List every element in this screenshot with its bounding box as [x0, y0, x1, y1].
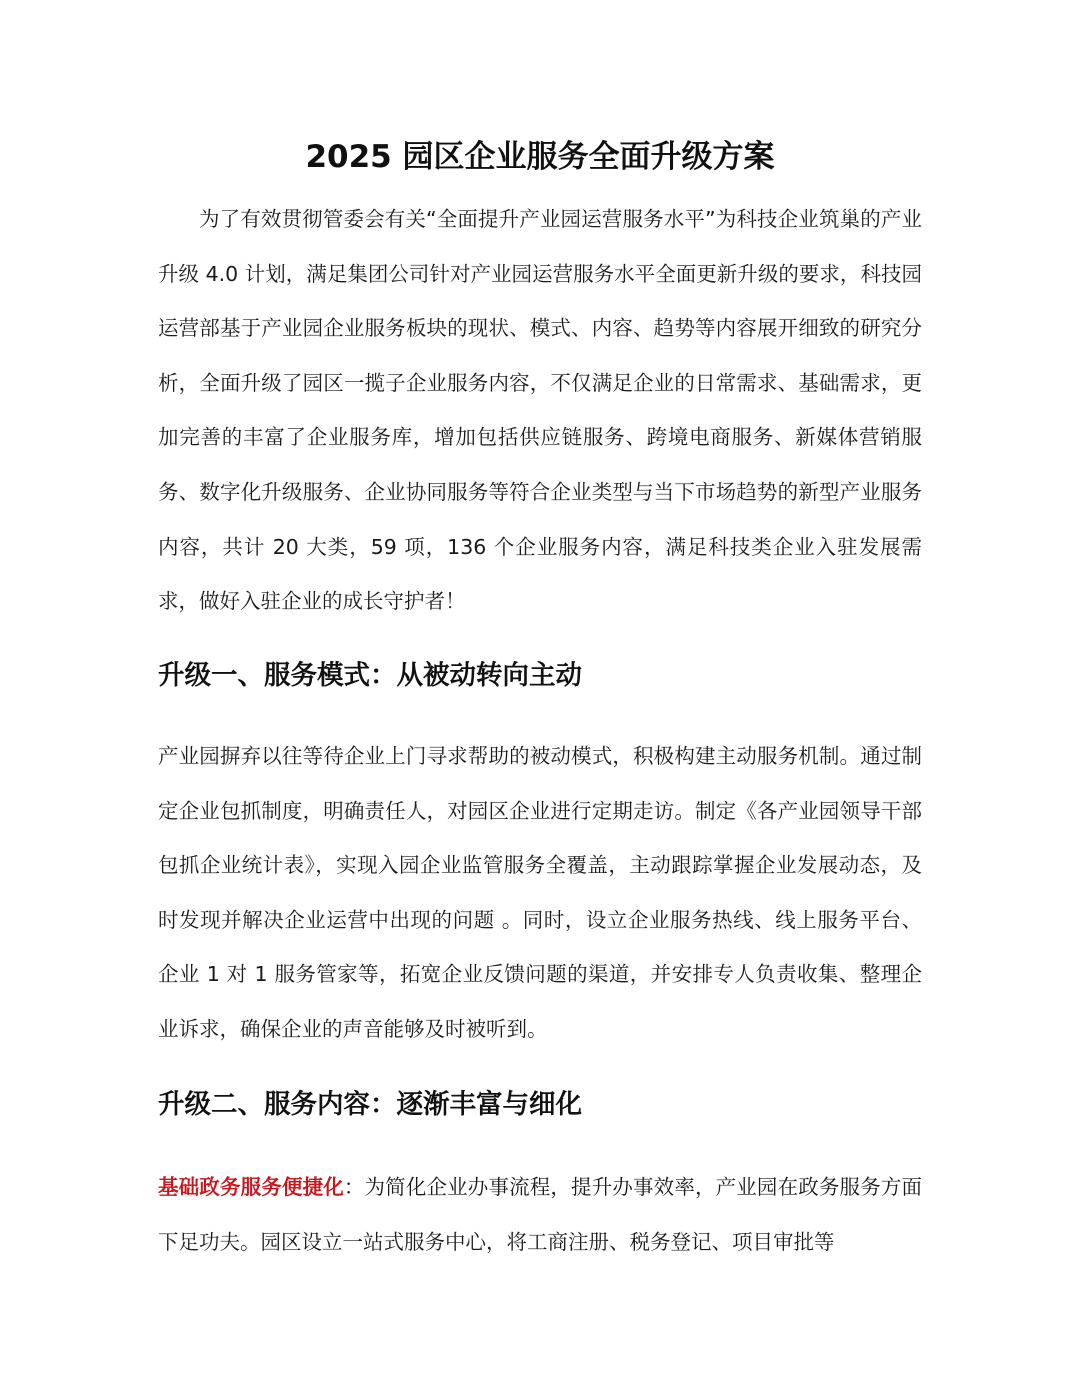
- section-heading-1: 升级一、服务模式：从被动转向主动: [158, 660, 582, 691]
- section-body-1: 产业园摒弃以往等待企业上门寻求帮助的被动模式，积极构建主动服务机制。通过制定企业包抓制度，明确责任人，对园区企业进行定期走访。制定《各产业园领导干部包抓企业统计表》，实现入园企业监管服务全覆盖，主动跟踪掌握企业发展动态，及时发现并解决企业运营中出现的问题 。同时，设立企业服务热线、线上服务平台、企业 1 对 1 服务管家等，拓宽企业反馈问题的渠道，并安排专人负责收集、整理企业诉求，确保企业的声音能够及时被听到。: [158, 744, 922, 1041]
- document-title: 2025 园区企业服务全面升级方案: [305, 139, 775, 175]
- highlight-phrase: 基础政务服务便捷化: [158, 1175, 344, 1199]
- intro-paragraph: 为了有效贯彻管委会有关“全面提升产业园运营服务水平”为科技企业筑巢的产业升级 4.0 计划，满足集团公司针对产业园运营服务水平全面更新升级的要求，科技园运营部基于产业园企业服务板块的现状、模式、内容、趋势等内容展开细致的研究分析，全面升级了园区一揽子企业服务内容，不仅满足企业的日常需求、基础需求，更加完善的丰富了企业服务库，增加包括供应链服务、跨境电商服务、新媒体营销服务、数字化升级服务、企业协同服务等符合企业类型与当下市场趋势的新型产业服务内容，共计 20 大类，59 项，136 个企业服务内容，满足科技类企业入驻发展需求，做好入驻企业的成长守护者！: [158, 207, 922, 614]
- section-body-2-text: ：为简化企业办事流程，提升办事效率，产业园在政务服务方面下足功夫。园区设立一站式服务中心，将工商注册、税务登记、项目审批等: [158, 1175, 922, 1254]
- section-heading-2: 升级二、服务内容：逐渐丰富与细化: [158, 1089, 582, 1120]
- section-body-2: [158, 1160, 922, 1269]
